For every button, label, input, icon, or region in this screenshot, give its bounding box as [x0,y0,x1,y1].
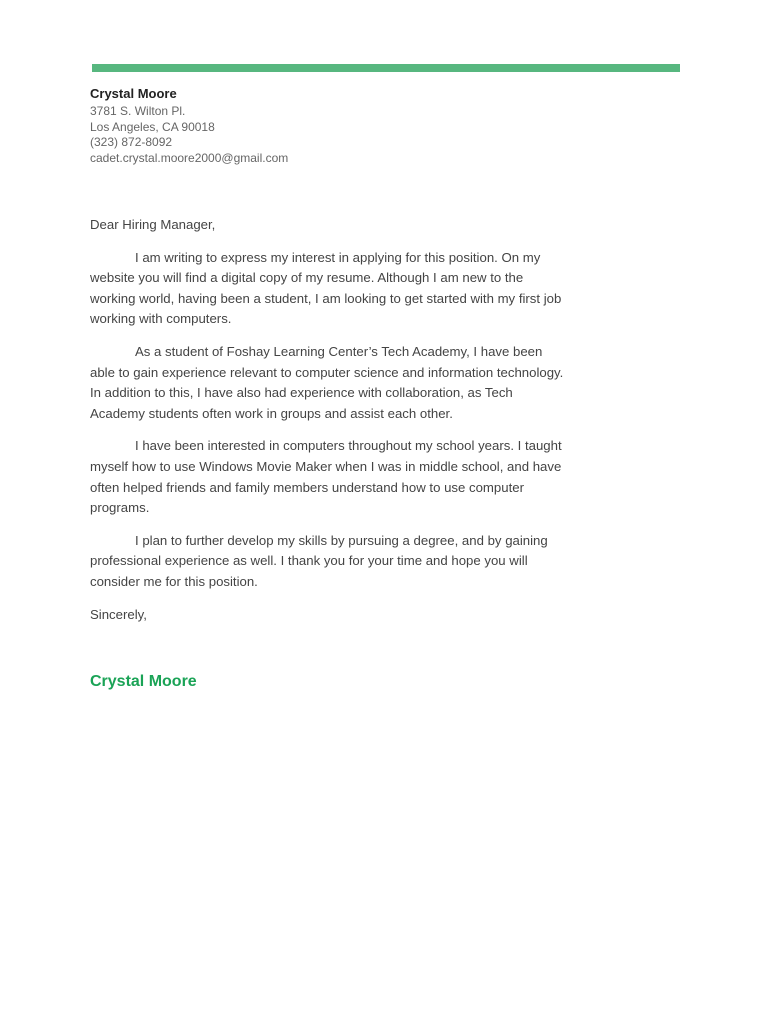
sender-address-line2: Los Angeles, CA 90018 [90,119,215,134]
letter-body [90,215,570,625]
signature-name: Crystal Moore [90,673,197,690]
header-accent-bar [92,64,680,72]
paragraph-interest: I am writing to express my interest in applying for this position. On my website you will find a digital copy of my resume. Although I am new to the working world, having been a student, I am looking to get started with my first job working with computers. [90,249,562,327]
sender-block [90,86,490,166]
sender-phone: (323) 872-8092 [90,135,173,149]
sender-email: cadet.crystal.moore2000@gmail.com [90,150,289,165]
paragraph-experience: I have been interested in computers throughout my school years. I taught myself how to use Windows Movie Maker when I was in middle school, and have often helped friends and family members understand how to use computer programs. [90,438,562,516]
sender-address-line1: 3781 S. Wilton Pl. [90,104,186,118]
salutation: Dear Hiring Manager, [90,217,216,232]
paragraph-goals: I plan to further develop my skills by pursuing a degree, and by gaining professional experience as well. I thank you for your time and hope you will consider me for this position. [90,532,548,589]
paragraph-education: As a student of Foshay Learning Center’s Tech Academy, I have been able to gain experience relevant to computer science and information technology. In addition to this, I have also had experience with collaboration, as Tech Academy students often work in groups and assist each other. [90,343,564,421]
closing: Sincerely, [90,606,147,622]
sender-name: Crystal Moore [90,86,177,101]
